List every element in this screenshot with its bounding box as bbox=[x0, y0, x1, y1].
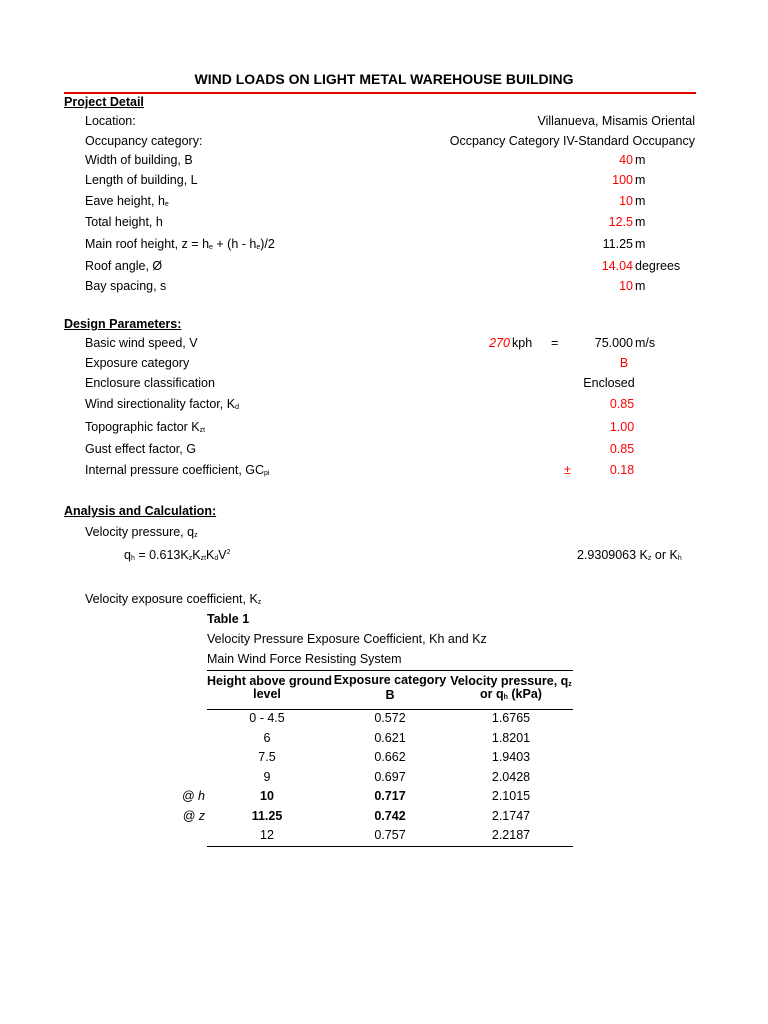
length-value: 100 bbox=[612, 173, 633, 187]
exposure-category-label: Exposure category bbox=[85, 356, 190, 370]
location-label: Location: bbox=[85, 114, 136, 128]
velocity-exposure-coefficient-label: Velocity exposure coefficient, $K_z$ bbox=[85, 592, 262, 606]
table-subtitle-1: Velocity Pressure Exposure Coefficient, Kh and Kz bbox=[207, 632, 487, 646]
bay-spacing-unit: m bbox=[635, 279, 646, 293]
roof-angle-value: 14.04 bbox=[601, 259, 633, 273]
table-header-rule bbox=[207, 709, 573, 710]
total-height-unit: m bbox=[635, 215, 646, 229]
width-unit: m bbox=[635, 153, 646, 167]
velocity-pressure-result: 2.9309063 $K_z$ or $K_h$ bbox=[577, 548, 682, 562]
title-divider bbox=[64, 92, 696, 94]
table-cell-q: 2.0428 bbox=[491, 770, 531, 784]
main-roof-height-value: 11.25 bbox=[602, 237, 633, 251]
exposure-category-value: B bbox=[619, 356, 629, 370]
table-cell-k: 0.572 bbox=[374, 711, 406, 725]
table-cell-height: 10 bbox=[260, 789, 274, 803]
table-top-rule bbox=[207, 670, 573, 671]
table-cell-q: 2.2187 bbox=[491, 828, 531, 842]
bay-spacing-label: Bay spacing, s bbox=[85, 279, 167, 293]
table-cell-k: 0.742 bbox=[374, 809, 406, 823]
table-cell-q: 2.1015 bbox=[491, 789, 531, 803]
enclosure-label: Enclosure classification bbox=[85, 376, 215, 390]
roof-angle-unit: degrees bbox=[635, 259, 681, 273]
table-subtitle-2: Main Wind Force Resisting System bbox=[207, 652, 402, 666]
directionality-factor-label: Wind sirectionality factor, $K_d$ bbox=[85, 397, 239, 411]
equals-sign: = bbox=[551, 336, 559, 350]
table-cell-k: 0.717 bbox=[374, 789, 406, 803]
table-cell-height: 6 bbox=[263, 731, 271, 745]
table-cell-height: 11.25 bbox=[251, 809, 283, 823]
table-header-exposure: Exposure category B bbox=[333, 673, 447, 702]
document-title: WIND LOADS ON LIGHT METAL WAREHOUSE BUILDING bbox=[194, 71, 574, 87]
total-height-value: 12.5 bbox=[608, 215, 633, 229]
table-bottom-rule bbox=[207, 846, 573, 847]
bay-spacing-value: 10 bbox=[619, 279, 633, 293]
enclosure-value: Enclosed bbox=[583, 376, 635, 390]
analysis-heading: Analysis and Calculation: bbox=[64, 504, 217, 518]
table-caption: Table 1 bbox=[207, 612, 250, 626]
internal-pressure-label: Internal pressure coefficient, $GC_{pi}$ bbox=[85, 463, 270, 477]
project-detail-heading: Project Detail bbox=[64, 95, 144, 109]
table-row-marker: @ h bbox=[181, 789, 205, 803]
main-roof-height-label: Main roof height, $z = h_e + (h - h_e)/2$ bbox=[85, 237, 275, 251]
table-cell-q: 2.1747 bbox=[491, 809, 531, 823]
length-unit: m bbox=[635, 173, 646, 187]
location-value: Villanueva, Misamis Oriental bbox=[537, 114, 695, 128]
length-label: Length of building, L bbox=[85, 173, 198, 187]
topographic-factor-label: Topographic factor $K_{zt}$ bbox=[85, 420, 206, 434]
wind-speed-kph-unit: kph bbox=[512, 336, 533, 350]
occupancy-value: Occpancy Category IV-Standard Occupancy bbox=[449, 134, 695, 148]
main-roof-height-unit: m bbox=[635, 237, 646, 251]
table-cell-q: 1.8201 bbox=[491, 731, 531, 745]
eave-height-unit: m bbox=[635, 194, 646, 208]
table-cell-height: 9 bbox=[263, 770, 271, 784]
table-header-velocity-pressure: Velocity pressure, $q_z$ or $q_h$ (kPa) bbox=[450, 674, 572, 701]
table-cell-q: 1.9403 bbox=[491, 750, 531, 764]
occupancy-label: Occupancy category: bbox=[85, 134, 203, 148]
table-header-height: Height above ground level bbox=[207, 674, 332, 701]
gust-factor-value: 0.85 bbox=[609, 442, 635, 456]
topographic-factor-value: 1.00 bbox=[609, 420, 635, 434]
eave-height-label: Eave height, $h_e$ bbox=[85, 194, 169, 208]
directionality-factor-value: 0.85 bbox=[609, 397, 635, 411]
velocity-pressure-label: Velocity pressure, $q_z$ bbox=[85, 525, 198, 539]
wind-speed-label: Basic wind speed, V bbox=[85, 336, 198, 350]
roof-angle-label: Roof angle, Ø bbox=[85, 259, 163, 273]
plus-minus-sign: ± bbox=[564, 463, 571, 477]
gust-factor-label: Gust effect factor, G bbox=[85, 442, 196, 456]
wind-speed-kph-value: 270 bbox=[489, 336, 510, 350]
wind-speed-ms-unit: m/s bbox=[635, 336, 656, 350]
wind-speed-ms-value: 75.000 bbox=[594, 336, 633, 350]
table-cell-q: 1.6765 bbox=[491, 711, 531, 725]
velocity-pressure-equation: $q_h = 0.613K_zK_{zt}K_dV^2$ bbox=[124, 548, 231, 562]
table-cell-k: 0.697 bbox=[374, 770, 406, 784]
table-cell-k: 0.662 bbox=[374, 750, 406, 764]
table-cell-height: 12 bbox=[260, 828, 274, 842]
width-label: Width of building, B bbox=[85, 153, 193, 167]
total-height-label: Total height, h bbox=[85, 215, 163, 229]
table-cell-height: 7.5 bbox=[258, 750, 276, 764]
internal-pressure-value: 0.18 bbox=[609, 463, 635, 477]
table-cell-height: 0 - 4.5 bbox=[249, 711, 285, 725]
table-row-marker: @ z bbox=[182, 809, 205, 823]
design-parameters-heading: Design Parameters: bbox=[64, 317, 182, 331]
width-value: 40 bbox=[619, 153, 633, 167]
eave-height-value: 10 bbox=[619, 194, 633, 208]
table-cell-k: 0.757 bbox=[374, 828, 406, 842]
table-cell-k: 0.621 bbox=[374, 731, 406, 745]
